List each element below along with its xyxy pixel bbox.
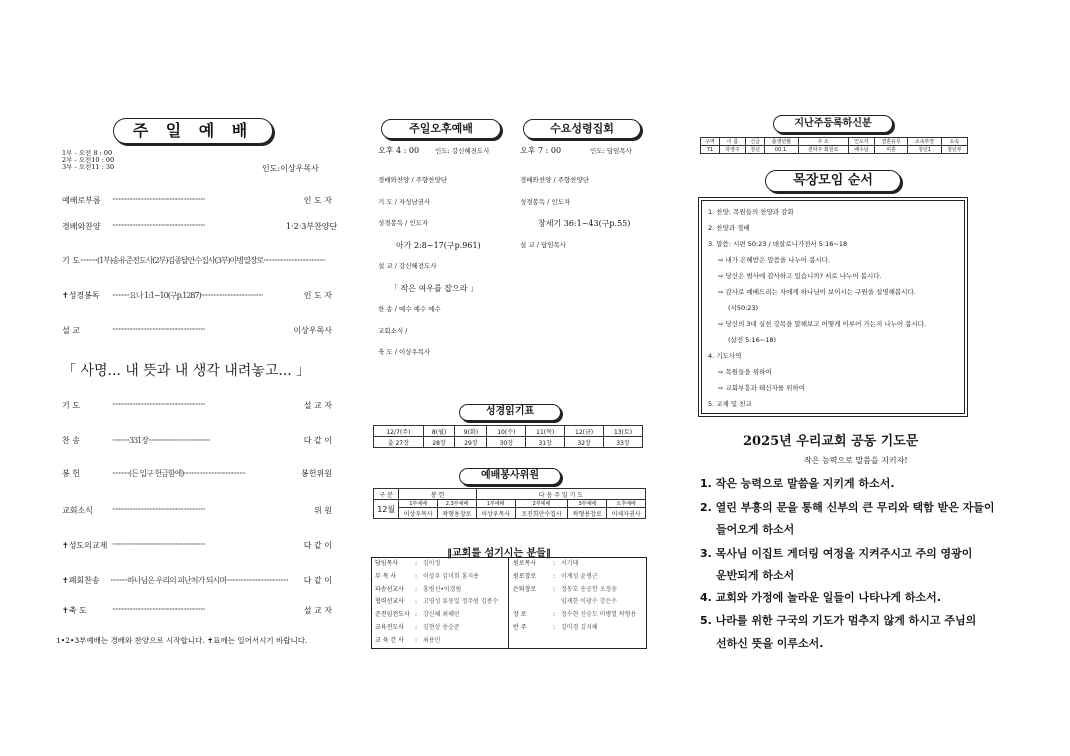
- order-middle: ····························································: [112, 505, 205, 514]
- staff-row: 장 로 : 정수현 신승도 이병열 곽형용: [510, 609, 646, 622]
- staff-role: 원로목사: [513, 560, 537, 567]
- order-middle: ····························································: [112, 195, 205, 204]
- prayer-line: 운반되게 하소서: [716, 569, 795, 582]
- serve-cell: 이상우목사: [476, 508, 515, 519]
- order-label: 기 도: [62, 401, 80, 410]
- reg-head-cell: 인도자: [848, 138, 874, 146]
- bible-reading-title: 성경읽기표: [459, 404, 561, 421]
- wed-leader: 인도: 담임목사: [590, 147, 632, 155]
- reg-head-cell: 신급: [746, 138, 765, 146]
- order-middle: ···········요나 1:1~10(구p.1287)········································: [112, 291, 263, 300]
- cell-line: 3. 말씀: 시편 50:23 / 데살로니가전서 5:16~18: [708, 240, 848, 248]
- cell-line: (살전 5:16~18): [728, 336, 777, 344]
- reg-cell: 청년부: [941, 146, 967, 154]
- cell-meeting-title: 목장모임 순서: [765, 170, 901, 192]
- reg-head-cell: 소속: [941, 138, 967, 146]
- cell-line: 4. 기도사역: [708, 352, 742, 360]
- prayer-line: 1. 작은 능력으로 말씀을 지키게 하소서.: [700, 477, 895, 490]
- cell-line: (시50:23): [728, 304, 759, 312]
- staff-role: 교 육 간 사: [375, 636, 404, 644]
- prayer-line: 3. 목사님 이집트 게더링 여정을 지켜주시고 주의 영광이: [700, 547, 973, 560]
- staff-role: [513, 596, 553, 609]
- reg-head-cell: 구역: [701, 138, 720, 146]
- pm-worship-title: 주일오후예배: [381, 119, 501, 139]
- cell-line: ⇨ 당신은 범사에 감사하고 있습니까? 서로 나누어 봅시다.: [718, 272, 882, 280]
- cell-meeting-box: [698, 197, 968, 417]
- registration-title: 지난주등록하신분: [773, 115, 893, 133]
- staff-role: 협력선교사: [375, 598, 404, 606]
- order-label: 경배와찬양: [62, 222, 101, 231]
- bible-cell: 출 27장: [374, 437, 424, 448]
- staff-role: 파송선교사: [375, 585, 404, 593]
- order-label: 기 도: [62, 256, 80, 265]
- order-row: [62, 575, 332, 586]
- order-row: [62, 221, 338, 232]
- serve-table: 구 분 봉 헌 다 음 주 일 기 도 12월 1부예배 2,3부예배 1부예배 2부예배 3부예배 오후예배 이상우목사 곽형용장로 이상우목사 조진희안수집사 곽형용장로 이세자권사: [373, 488, 646, 519]
- order-right: [325, 255, 332, 266]
- cell-line: 1. 찬양: 목원들의 찬양과 감화: [708, 208, 794, 216]
- staff-role: 은퇴장로: [513, 585, 537, 593]
- reg-cell: 00.1.: [765, 146, 798, 154]
- serve-sub-cell: 3부예배: [568, 500, 607, 508]
- order-middle: ···········331장········································: [112, 436, 210, 445]
- order-middle: ····························································: [112, 400, 205, 409]
- order-right: 위 원: [314, 506, 332, 515]
- staff-row: 파송선교사 : 홍병선•이경림: [372, 584, 508, 597]
- serve-title: 예배봉사위원: [459, 468, 561, 485]
- order-row: [62, 505, 332, 516]
- bible-cell: 28장: [423, 437, 455, 448]
- order-row: [62, 325, 332, 336]
- cell-line: ⇨ 당신의 3대 실천 강목을 말해보고 어떻게 이루어 가는지 나누어 봅시다.: [718, 320, 927, 328]
- bible-head-cell: 13(토): [604, 426, 643, 437]
- cell-line: ⇨ 내가 은혜받은 말씀을 나누어 봅시다.: [718, 256, 831, 264]
- staff-names: 김현상 송승준: [423, 623, 460, 631]
- staff-names: 서기태: [561, 560, 579, 567]
- reg-cell: 71: [701, 146, 720, 154]
- order-row: [62, 468, 332, 479]
- order-label: ✝폐회찬송: [62, 576, 100, 585]
- order-right: 인 도 자: [303, 291, 332, 300]
- staff-row: 원로장로 : 이계성 윤병근: [510, 571, 646, 584]
- prayer-title: 2025년 우리교회 공동 기도문: [743, 434, 919, 449]
- reg-cell: 하영주: [719, 146, 745, 154]
- order-row: [62, 605, 332, 616]
- staff-row: 담임목사 : 김이정: [372, 558, 508, 571]
- order-row: [62, 255, 332, 266]
- staff-names: 최용민: [423, 636, 441, 644]
- staff-row: 부 목 사 : 이상우 김미희 홍지용: [372, 571, 508, 584]
- serve-sub-cell: 2부예배: [515, 500, 568, 508]
- order-label: 찬 송: [62, 436, 80, 445]
- staff-row: 교육전도사 : 김현상 송승준: [372, 622, 508, 635]
- bible-cell: 31장: [526, 437, 565, 448]
- order-middle: ···········(든 입구 헌금함에)········································: [112, 469, 246, 478]
- prayer-line: 들어오게 하소서: [716, 523, 795, 536]
- order-middle: ····························································: [112, 540, 205, 549]
- serve-cell: 곽형용장로: [568, 508, 607, 519]
- order-middle: ····························································: [112, 221, 205, 230]
- reg-head-cell: 결혼유무: [874, 138, 907, 146]
- sermon-title: 「 사명... 내 뜻과 내 생각 내려놓고... 」: [62, 363, 311, 379]
- leader-label: 인도:이상우목사: [262, 164, 319, 173]
- order-detail: (든 입구 헌금함에): [128, 469, 184, 478]
- serve-sub-cell: 2,3부예배: [438, 500, 477, 508]
- prayer-line: 선하신 뜻을 이루소서.: [716, 637, 824, 650]
- staff-names: 홍병선•이경림: [423, 585, 462, 593]
- wed-program: 경배와찬양 / 주향찬양단 성경봉독 / 인도자 창세기 36:1~43(구p.55) 설 교 / 담임목사: [520, 176, 631, 249]
- staff-names: 김미경 김지혜: [561, 623, 598, 631]
- staff-row: 은퇴장로 : 정동호 송공헌 오정웅: [510, 584, 646, 597]
- bible-head-cell: 12(금): [565, 426, 604, 437]
- order-label: ✝성경봉독: [62, 291, 100, 300]
- wed-worship-title: 수요성령집회: [523, 119, 641, 139]
- order-right: 봉헌위원: [301, 469, 332, 478]
- order-right: 인 도 자: [303, 196, 332, 205]
- order-right: 다 같 이: [303, 436, 332, 445]
- reg-cell: 배수남: [848, 146, 874, 154]
- reg-head-cell: 소속부장: [908, 138, 941, 146]
- order-row: [62, 400, 332, 411]
- staff-role: 담임목사: [375, 560, 399, 567]
- prayer-line: 4. 교회와 가정에 놀라운 일들이 나타나게 하소서.: [700, 591, 941, 604]
- bible-head-cell: 10(수): [487, 426, 526, 437]
- order-detail: 요나 1:1~10(구p.1287): [128, 291, 201, 300]
- order-label: 교회소식: [62, 506, 93, 515]
- bible-head-cell: 11(목): [526, 426, 565, 437]
- bible-reading-table: [373, 425, 643, 448]
- cell-line: ⇨ 감사로 예배드리는 자에게 하나님이 보이시는 구원을 설명해봅시다.: [718, 288, 916, 296]
- reg-cell: 미혼: [874, 146, 907, 154]
- service-times: 1부 - 오전 8 : 00 2부 - 오전10 : 00 3부 - 오전11 : 30: [62, 149, 115, 171]
- cell-line: 5. 교제 및 친교: [708, 400, 752, 408]
- serve-cell: 조진희안수집사: [515, 508, 568, 519]
- staff-row: 반 주 : 김미경 김지혜: [510, 622, 646, 635]
- bible-head-cell: 8(월): [423, 426, 455, 437]
- staff-title: ‖교회를 섬기시는 분들‖: [447, 548, 551, 559]
- bible-head-cell: 9(화): [455, 426, 487, 437]
- staff-row: 준전임전도사 : 강신혜 최혜민: [372, 609, 508, 622]
- staff-role: 반 주: [513, 623, 527, 631]
- bible-cell: 29장: [455, 437, 487, 448]
- staff-role: 교육전도사: [375, 623, 404, 631]
- pm-time: 오후 4 : 00: [378, 146, 420, 155]
- staff-box: [371, 557, 647, 649]
- order-detail: (1부)송유준전도사(2부)김종달안수집사(3부)이병열장로: [96, 256, 264, 265]
- order-right: 설 교 자: [303, 606, 332, 615]
- order-right: 다 같 이: [303, 541, 332, 550]
- staff-role: 장 로: [513, 611, 527, 619]
- prayer-subtitle: 작은 능력으로 말씀을 지키자!: [804, 456, 908, 465]
- order-right: 설 교 자: [303, 401, 332, 410]
- staff-names: 이상우 김미희 홍지용: [423, 572, 479, 580]
- footer-note: 1•2•3부예배는 경배와 찬양으로 시작합니다. ✝표에는 일어서시기 바랍니다.: [56, 636, 308, 645]
- staff-names: 임재한 이광수 강은수: [561, 598, 617, 606]
- order-right: 이상우목사: [293, 326, 332, 335]
- reg-head-cell: 출생년월: [765, 138, 798, 146]
- order-detail: 331장: [128, 436, 148, 445]
- order-label: 예배로부름: [62, 196, 101, 205]
- order-right: 다 같 이: [303, 576, 332, 585]
- serve-sub-cell: 1부예배: [476, 500, 515, 508]
- order-row: [62, 540, 332, 551]
- staff-row: [510, 596, 646, 609]
- order-right: 1·2·3부찬양단: [286, 222, 338, 231]
- staff-names: 김이정: [423, 560, 441, 567]
- bible-cell: 32장: [565, 437, 604, 448]
- worship-title: 주 일 예 배: [113, 118, 273, 144]
- cell-line: ⇨ 목원들을 위하여: [718, 368, 772, 376]
- reg-cell: 전라주 회원로: [798, 146, 848, 154]
- bible-head-cell: 12/7(주): [374, 426, 424, 437]
- pm-leader: 인도: 강신혜전도사: [435, 147, 490, 155]
- staff-names: 고영성 류동일 정주원 김종수: [423, 598, 499, 606]
- order-row: [62, 435, 332, 446]
- cell-line: 2. 찬양과 경배: [708, 224, 750, 232]
- staff-role: 준전임전도사: [375, 611, 410, 619]
- serve-cell: 이세자권사: [607, 508, 646, 519]
- staff-role: 부 목 사: [375, 572, 397, 580]
- order-row: [62, 290, 332, 301]
- prayer-line: 2. 열린 부흥의 문을 통해 신부의 큰 무리와 택함 받은 자들이: [700, 501, 995, 514]
- serve-sub-cell: 1부예배: [399, 500, 438, 508]
- reg-head-cell: 주 소: [798, 138, 848, 146]
- reg-cell: 청년: [746, 146, 765, 154]
- serve-sub-cell: 오후예배: [607, 500, 646, 508]
- staff-row: 원로목사 : 서기태: [510, 558, 646, 571]
- cell-line: ⇨ 교회부흥과 태신자를 위하여: [718, 384, 805, 392]
- bible-cell: 33장: [604, 437, 643, 448]
- staff-names: 정동호 송공헌 오정웅: [561, 585, 617, 593]
- staff-row: 교 육 간 사 : 최용민: [372, 635, 508, 648]
- order-middle: ····························································: [112, 325, 205, 334]
- staff-row: 협력선교사 : 고영성 류동일 정주원 김종수: [372, 596, 508, 609]
- serve-cell: 곽형용장로: [438, 508, 477, 519]
- order-middle: ····························································: [112, 605, 205, 614]
- prayer-line: 5. 나라를 위한 구국의 기도가 멈추지 않게 하시고 주님의: [700, 614, 977, 627]
- order-row: [62, 195, 332, 206]
- pm-program: 경배와찬양 / 주향찬양단 기 도 / 자성남권사 성경봉독 / 인도자 아가 2:8~17(구p.961) 설 교 / 강신혜전도사 「 작은 여우를 잡으라 」 찬 송 / 예수 예수 예수 교회소식 / 축 도 / 이상우목사: [378, 176, 481, 356]
- reg-cell: 청년1: [908, 146, 941, 154]
- order-label: ✝축 도: [62, 606, 87, 615]
- reg-head-cell: 이 름: [719, 138, 745, 146]
- order-middle: ···········하나님은 우리의 피난처가 되시며········································: [110, 576, 288, 585]
- order-label: 봉 헌: [62, 469, 80, 478]
- order-label: ✝성도의교제: [62, 541, 108, 550]
- serve-cell: 이상우목사: [399, 508, 438, 519]
- staff-names: 정수현 신승도 이병열 곽형용: [561, 611, 637, 619]
- staff-names: 이계성 윤병근: [561, 572, 598, 580]
- order-detail: 하나님은 우리의 피난처가 되시며: [127, 576, 226, 585]
- staff-names: 강신혜 최혜민: [423, 611, 460, 619]
- staff-role: 원로장로: [513, 572, 537, 580]
- bible-cell: 30장: [487, 437, 526, 448]
- order-label: 설 교: [62, 326, 80, 335]
- registration-table: [700, 137, 968, 154]
- wed-time: 오후 7 : 00: [520, 146, 562, 155]
- order-middle: ···········(1부)송유준전도사(2부)김종달안수집사(3부)이병열장로········································: [80, 256, 325, 265]
